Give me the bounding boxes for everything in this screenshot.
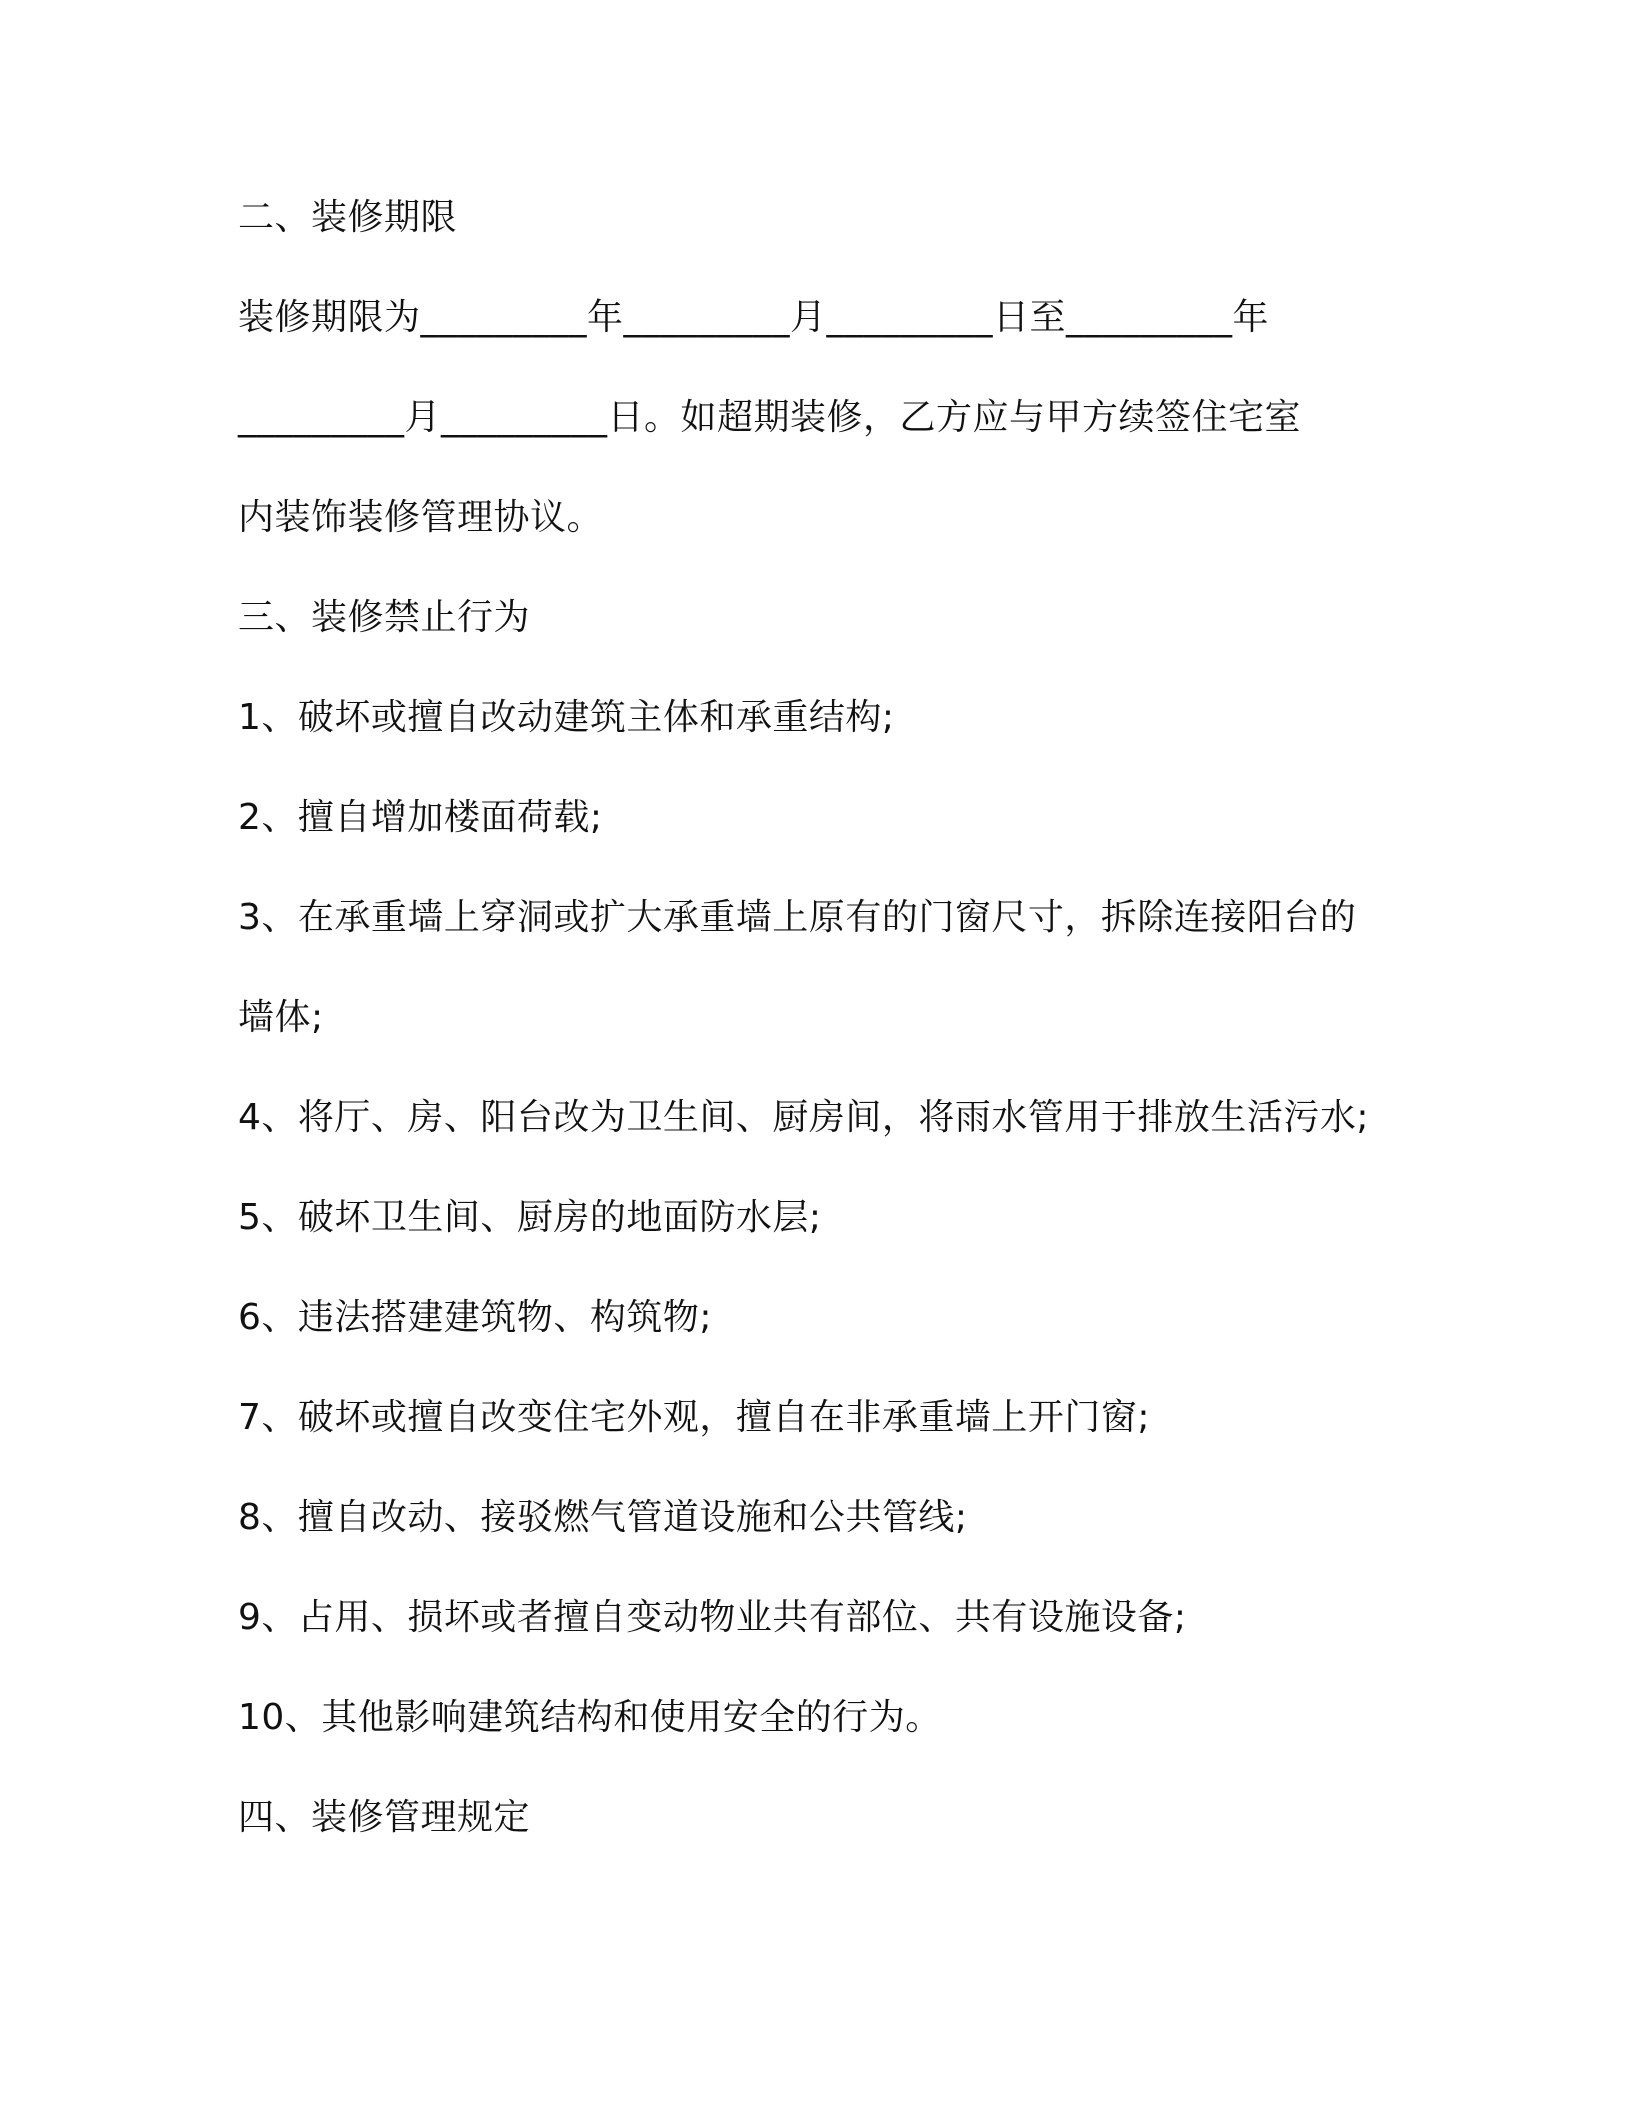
section-heading-4: 四、装修管理规定: [238, 1797, 531, 1838]
list-item: 5、破坏卫生间、厨房的地面防水层;: [238, 1197, 822, 1238]
list-item: 4、将厅、房、阳台改为卫生间、厨房间，将雨水管用于排放生活污水;: [238, 1097, 1370, 1138]
list-item: 10、其他影响建筑结构和使用安全的行为。: [238, 1697, 942, 1738]
list-item: 1、破坏或擅自改动建筑主体和承重结构;: [238, 697, 895, 738]
list-item-continuation: 墙体;: [238, 997, 324, 1038]
section-heading-3: 三、装修禁止行为: [238, 597, 531, 638]
list-item: 2、擅自增加楼面荷载;: [238, 797, 603, 838]
list-item: 8、擅自改动、接驳燃气管道设施和公共管线;: [238, 1497, 968, 1538]
paragraph-line: 内装饰装修管理协议。: [238, 497, 604, 538]
list-item: 3、在承重墙上穿洞或扩大承重墙上原有的门窗尺寸，拆除连接阳台的: [238, 897, 1357, 938]
paragraph-line: _________月_________日。如超期装修，乙方应与甲方续签住宅室: [238, 397, 1302, 438]
list-item: 7、破坏或擅自改变住宅外观，擅自在非承重墙上开门窗;: [238, 1397, 1151, 1438]
paragraph-line: 装修期限为_________年_________月_________日至_________年: [238, 297, 1270, 338]
list-item: 6、违法搭建建筑物、构筑物;: [238, 1297, 713, 1338]
section-heading-2: 二、装修期限: [238, 197, 458, 238]
list-item: 9、占用、损坏或者擅自变动物业共有部位、共有设施设备;: [238, 1597, 1187, 1638]
